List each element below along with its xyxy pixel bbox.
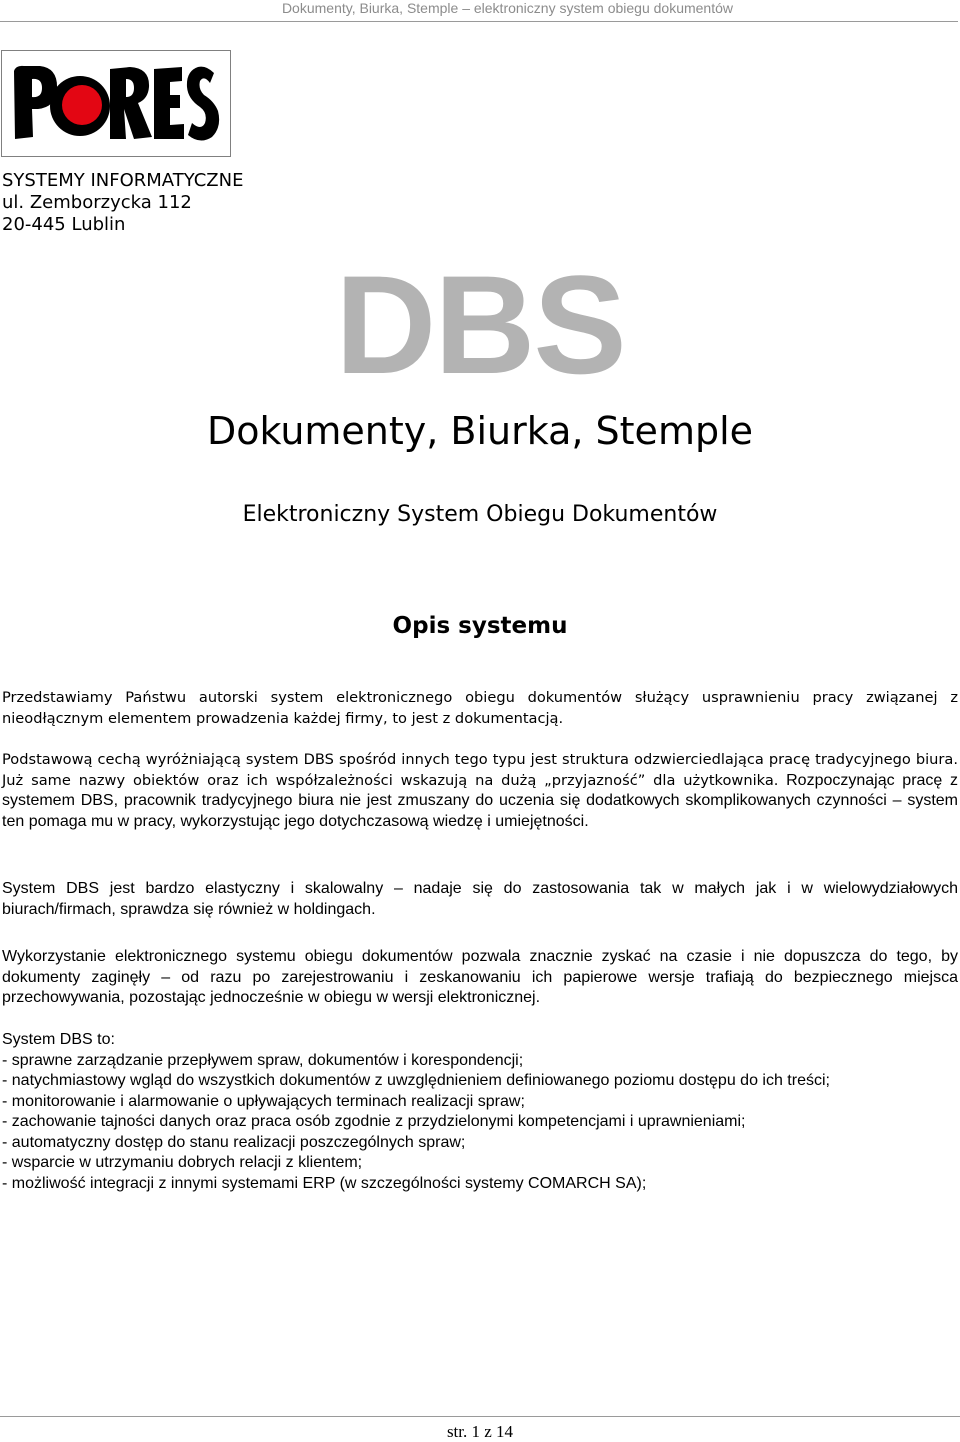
page-footer <box>0 1422 960 1442</box>
footer-divider <box>0 1416 960 1417</box>
logo-red-dot <box>62 85 102 125</box>
current-page: 1 <box>471 1422 480 1441</box>
company-name: SYSTEMY INFORMATYCZNE <box>2 170 244 191</box>
page-label: str. <box>446 1422 472 1441</box>
features-paragraph <box>2 750 958 832</box>
product-full-name: Dokumenty, Biurka, Stemple <box>206 409 754 453</box>
list-item: - możliwość integracji z innymi systemami ERP (w szczególności systemy COMARCH SA); <box>2 1174 647 1192</box>
list-item: - wsparcie w utrzymaniu dobrych relacji z klientem; <box>2 1154 363 1171</box>
list-item: - sprawne zarządzanie przepływem spraw, dokumentów i korespondencji; <box>2 1051 524 1069</box>
pores-logo-icon <box>2 51 230 156</box>
total-pages: 14 <box>496 1422 514 1441</box>
list-item: - natychmiastowy wgląd do wszystkich dokumentów z uwzględnieniem definiowanego poziomu dostępu do ich treści; <box>2 1072 830 1089</box>
product-description: Elektroniczny System Obiegu Dokumentów <box>242 502 718 527</box>
features-paragraph-part1: Podstawową cechą wyróżniającą system DBS spośród innych tego typu jest struktura odzwierciedlająca pracę tradycyjnego biura. Już same nazwy obiektów oraz ich współzależności wskazują na dużą „przyjazność” dla użytkownika. <box>2 751 958 789</box>
company-address <box>2 170 243 236</box>
list-item: - monitorowanie i alarmowanie o upływających terminach realizacji spraw; <box>2 1092 525 1110</box>
benefits-paragraph: Wykorzystanie elektronicznego systemu obiegu dokumentów pozwala znacznie zyskać na czasie i nie dopuszcza do tego, by dokumenty zaginęły – od razu po zarejestrowaniu i zeskanowaniu ich papierowe wersje trafiają do bezpiecznego miejsca przechowywania, pozostając jednocześnie w obiegu w wersji elektronicznej. <box>2 948 958 1006</box>
features-list-intro: System DBS to: <box>2 1031 115 1048</box>
running-header <box>0 0 958 22</box>
features-list <box>2 1030 958 1194</box>
scalability-paragraph: System DBS jest bardzo elastyczny i skalowalny – nadaje się do zastosowania tak w małych jak i w wielowydziałowych biurach/firmach, sprawdza się również w holdingach. <box>2 880 958 918</box>
company-logo <box>1 50 231 157</box>
list-item: - zachowanie tajności danych oraz praca osób zgodnie z przydzielonymi kompetencjami i uprawnieniami; <box>2 1113 746 1130</box>
section-heading: Opis systemu <box>392 613 568 639</box>
features-paragraph-part2: Rozpoczynając pracę z systemem DBS, pracownik tradycyjnego biura nie jest zmuszany do uczenia się dodatkowych skomplikowanych czynności – system ten pomaga mu w pracy, wykorzystując jego dotychczasową wiedzę i umiejętności. <box>2 771 958 830</box>
company-city: 20-445 Lublin <box>2 214 126 235</box>
intro-paragraph: Przedstawiamy Państwu autorski system elektronicznego obiegu dokumentów służący usprawnieniu pracy związanej z nieodłącznym elementem prowadzenia każdej firmy, to jest z dokumentacją. <box>2 689 958 727</box>
product-acronym: DBS <box>335 246 625 403</box>
running-header-title: Dokumenty, Biurka, Stemple – elektroniczny system obiegu dokumentów <box>281 0 733 16</box>
page-separator: z <box>480 1422 497 1441</box>
company-street: ul. Zemborzycka 112 <box>2 192 192 213</box>
list-item: - automatyczny dostęp do stanu realizacji poszczególnych spraw; <box>2 1133 466 1151</box>
